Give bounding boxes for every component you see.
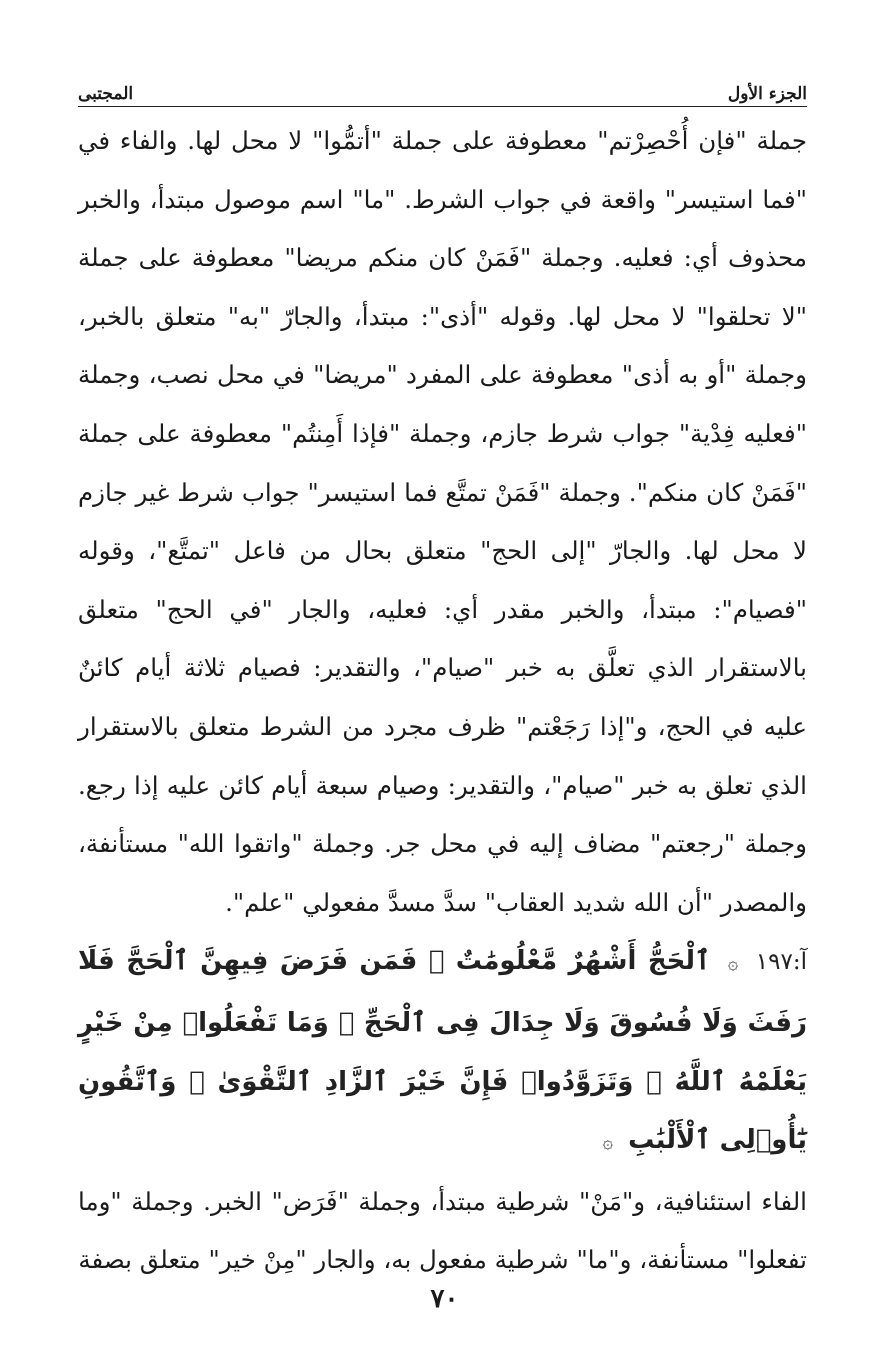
commentary-paragraph-1: جملة "فإن أُحْصِرْتم" معطوفة على جملة "أتمُّوا" لا محل لها. والفاء في "فما استيسر" واقعة في جواب الشرط. "ما" اسم موصول مبتدأ، والخبر محذوف أي: فعليه. وجملة "فَمَنْ كان منكم مريضا" معطوفة على جملة "لا تحلقوا" لا محل لها. وقوله "أذى": مبتدأ، والجارّ "به" متعلق بالخبر، وجملة "أو به أذى" معطوفة على المفرد "مريضا" في محل نصب، وجملة "فعليه فِدْية" جواب شرط جازم، وجملة "فإذا أَمِنتُم" معطوفة على جملة "فَمَنْ كان منكم". وجملة "فَمَنْ تمتَّع فما استيسر" جواب شرط غير جازم لا محل لها. والجارّ "إلى الحج" متعلق بحال من فاعل "تمتَّع"، وقوله "فصيام": مبتدأ، والخبر مقدر أي: فعليه، والجار "في الحج" متعلق بالاستقرار الذي تعلَّق به خبر "صيام"، والتقدير: فصيام ثلاثة أيام كائنٌ عليه في الحج، و"إذا رَجَعْتم" ظرف مجرد من الشرط متعلق بالاستقرار الذي تعلق به خبر "صيام"، والتقدير: وصيام سبعة أيام كائن عليه إذا رجع. وجملة "رجعتم" مضاف إليه في محل جر. وجملة "واتقوا الله" مستأنفة، والمصدر "أن الله شديد العقاب" سدَّ مسدَّ مفعولي "علم".: [78, 126, 807, 917]
header-book-title: المجتبى: [78, 84, 134, 104]
page-number: ٧٠: [430, 1284, 459, 1314]
verse-text: ٱلْحَجُّ أَشْهُرٌ مَّعْلُومَٰتٌ ۚ فَمَن فَرَضَ فِيهِنَّ ٱلْحَجَّ فَلَا رَفَثَ وَلَا فُسُوقَ وَلَا جِدَالَ فِى ٱلْحَجِّ ۗ وَمَا تَفْعَلُوا۟ مِنْ خَيْرٍ يَعْلَمْهُ ٱللَّهُ ۗ وَتَزَوَّدُوا۟ فَإِنَّ خَيْرَ ٱلزَّادِ ٱلتَّقْوَىٰ ۚ وَٱتَّقُونِ يَٰٓأُو۟لِى ٱلْأَلْبَٰبِ: [78, 946, 807, 1156]
verse-reference: آ:١٩٧: [755, 949, 807, 976]
page-body: [78, 112, 807, 1290]
verse-open-ornament-icon: ۞: [727, 953, 739, 975]
header-volume-title: الجزء الأول: [727, 84, 807, 104]
quran-verse: [78, 932, 807, 1172]
verse-close-ornament-icon: ۞: [602, 1132, 614, 1154]
commentary-paragraph-2: الفاء استئنافية، و"مَنْ" شرطية مبتدأ، وجملة "فَرَض" الخبر. وجملة "وما تفعلوا" مستأنفة، و"ما" شرطية مفعول به، والجار "مِنْ خير" متعلق بصفة: [78, 1186, 807, 1275]
running-header: [78, 70, 807, 107]
